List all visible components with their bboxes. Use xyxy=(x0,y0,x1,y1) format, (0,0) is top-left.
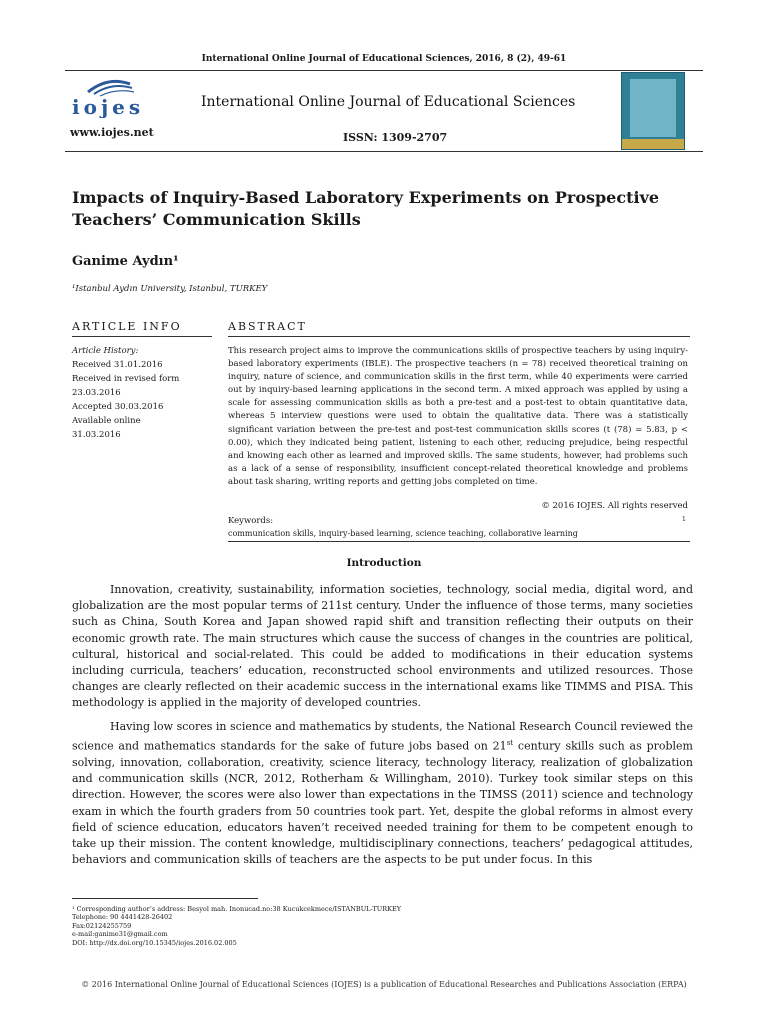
available-date: 31.03.2016 xyxy=(72,430,121,440)
introduction-heading: Introduction xyxy=(346,557,422,569)
abstract-heading: ABSTRACT xyxy=(228,320,307,333)
history-label: Article History: xyxy=(72,346,139,356)
affiliation: ¹Istanbul Aydın University, Istanbul, TURKEY xyxy=(72,284,268,294)
cover-panel xyxy=(630,79,676,137)
issn: ISSN: 1309-2707 xyxy=(343,131,448,144)
site-url[interactable]: www.iojes.net xyxy=(70,126,154,139)
running-head: International Online Journal of Educational Sciences, 2016, 8 (2), 49-61 xyxy=(201,54,567,64)
para2-superscript: st xyxy=(506,739,514,748)
intro-paragraph-2 xyxy=(72,719,693,868)
abstract-copyright: © 2016 IOJES. All rights reserved xyxy=(541,501,688,511)
abstract-text: This research project aims to improve the communications skills of prospective teachers by using inquiry-based laboratory experiments (IBLE). The prospective teachers (n = 78) received theoretical training on inquiry, nature of science, and communication skills in the first term, while 40 experiments were carried out by inquiry-based learning applications in the second term. A mixed approach was applied by using a scale for assessing communication skills as both a pre-test and a post-test to obtain quantitative data, whereas 5 interview questions were used to obtain the qualitative data. There was a statistically significant variation between the pre-test and post-test communication skills scores (t (78) = 5.83, p < 0.00), which they indicated being patient, listening to each other, reducing prejudice, being respectful and knowing each other as learned and improved skills. The same students, however, had problems such as a lack of a sense of responsibility, insufficient concept-related theoretical knowledge and problems about task sharing, writing reports and getting jobs completed on time. xyxy=(228,346,688,487)
page-footer: © 2016 International Online Journal of Educational Sciences (IOJES) is a publication of Educational Researches and Publications Association (ERPA) xyxy=(81,980,687,989)
journal-header xyxy=(65,70,703,152)
article-info-rule xyxy=(72,336,212,337)
keywords-superscript: 1 xyxy=(682,516,686,523)
footnote xyxy=(72,905,401,947)
journal-cover-thumbnail xyxy=(621,72,685,150)
keywords-rule xyxy=(228,541,690,542)
cover-strip xyxy=(622,139,684,149)
header-rule-bottom xyxy=(65,151,703,152)
received-date: Received 31.01.2016 xyxy=(72,360,163,370)
para2-text-b: century skills such as problem solving, innovation, collaboration, creativity, science literacy, technology literacy, realization of globalization and communication skills (NCR, 2012, Rotherham & Willingham, 2010). Turkey took similar steps on this direction. However, the scores were also lower than expectations in the TIMSS (2011) science and technology exam in which the fourth graders from 50 countries took part. Yet, despite the global reforms in almost every field of science education, educators haven’t received needed training for them to be competent enough to take up their mission. The content knowledge, multidisciplinary connections, teachers’ pedagogical attitudes, behaviors and communication skills of teachers are the aspects to be put under focus. In this xyxy=(72,739,693,867)
footnote-email[interactable]: e-mail:ganime31@gmail.com xyxy=(72,930,168,939)
logo-wordmark: iojes xyxy=(72,95,145,118)
iojes-logo xyxy=(68,78,163,118)
footnote-fax: Fax:02124255759 xyxy=(72,921,132,930)
keywords-list: communication skills, inquiry-based learning, science teaching, collaborative learning xyxy=(228,529,578,538)
footnote-address: ¹ Corresponding author’s address: Besyol mah. Inonucad.no:38 Kucukcekmece/ISTANBUL-TURKEY xyxy=(72,905,402,913)
footnote-telephone: Telephone: 90 4441428-26402 xyxy=(72,913,173,922)
footnote-doi[interactable]: DOI: http://dx.doi.org/10.15345/iojes.2016.02.005 xyxy=(72,938,237,947)
footnote-rule xyxy=(72,898,258,899)
header-rule-top xyxy=(65,70,703,71)
available-label: Available online xyxy=(72,416,141,426)
abstract-rule xyxy=(228,336,690,337)
para2-text-a: Having low scores in science and mathematics by students, the National Research Council reviewed the science and mathematics standards for the sake of future jobs based on 21 xyxy=(72,720,693,753)
keywords-label: Keywords: xyxy=(228,516,274,526)
author: Ganime Aydın¹ xyxy=(72,254,179,269)
accepted-date: Accepted 30.03.2016 xyxy=(72,402,164,412)
intro-paragraph-1: Innovation, creativity, sustainability, information societies, technology, social media, digital word, and globalization are the most popular terms of 211st century. Under the influence of those terms, many societies such as China, South Korea and Japan showed rapid shift and transition reflecting their outputs on their economic growth rate. The main structures which cause the success of changes in the countries are political, cultural, historical and social-related. This could be added to modifications in their education systems including curricula, teachers’ education, reconstructed school environments and utilized resources. Those changes are clearly reflected on their academic success in the international exams like TIMMS and PISA. This methodology is applied in the majority of developed countries. xyxy=(72,583,693,710)
article-title: Impacts of Inquiry-Based Laboratory Experiments on Prospective Teachers’ Communication Skills xyxy=(72,188,660,229)
article-info-heading: ARTICLE INFO xyxy=(72,320,182,333)
journal-name: International Online Journal of Educational Sciences xyxy=(201,94,576,110)
revised-label: Received in revised form xyxy=(72,374,180,384)
revised-date: 23.03.2016 xyxy=(72,388,121,398)
article-history xyxy=(72,344,217,442)
